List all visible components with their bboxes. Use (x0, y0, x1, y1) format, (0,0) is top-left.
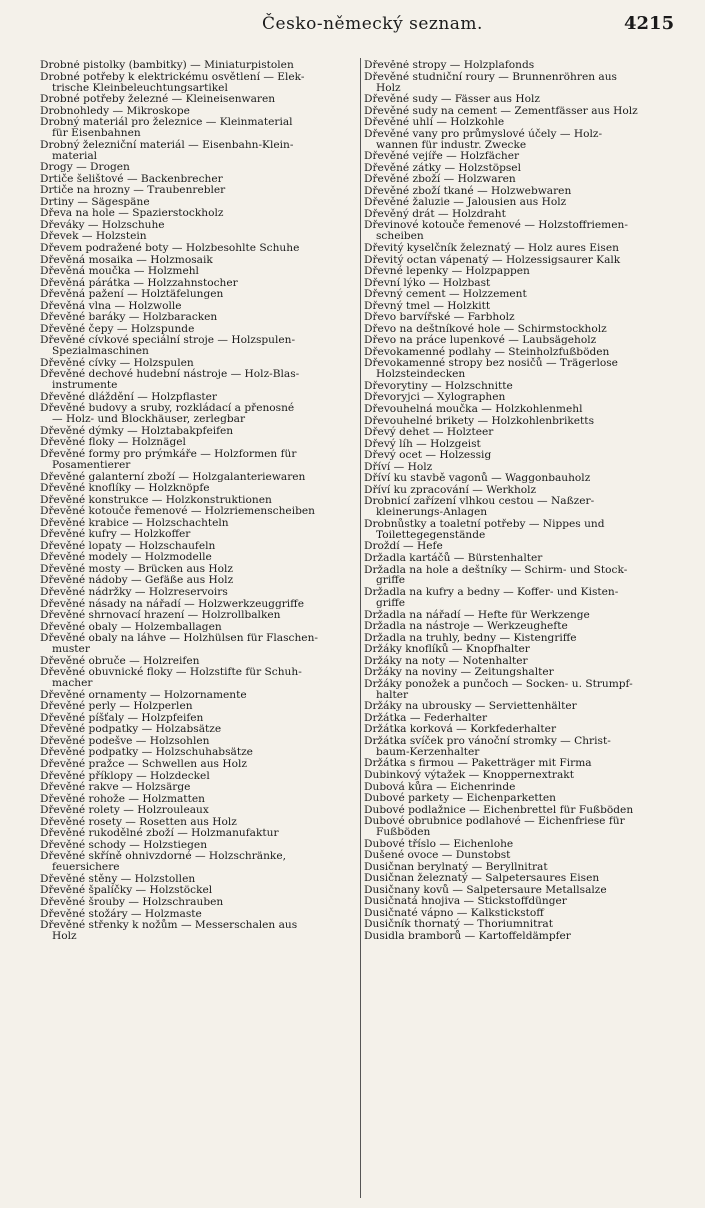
index-entry (40, 828, 358, 839)
entry-line: Držátka — Federhalter (364, 711, 488, 724)
index-entry (40, 266, 358, 277)
entry-line: Dřevoryjci — Xylographen (364, 391, 506, 404)
index-entry (40, 243, 358, 254)
entry-line: Dřevěný drát — Holzdraht (364, 207, 506, 220)
index-entry (364, 106, 682, 117)
index-entry (40, 622, 358, 633)
index-entry (40, 94, 358, 105)
entry-line: Držátka korková — Korkfederhalter (364, 723, 557, 736)
entry-line: Dřevěná vlna — Holzwolle (40, 299, 182, 312)
index-entry (364, 621, 682, 632)
index-entry (40, 185, 358, 196)
entry-line: Dusičnany kovů — Salpetersaure Metallsalze (364, 883, 607, 896)
entry-line: Dusičnan železnatý — Salpetersaures Eisen (364, 872, 600, 885)
index-entry (364, 679, 682, 701)
entry-line: Dřevěné rukodělné zboží — Holzmanufaktur (40, 827, 279, 840)
entry-line: Dřevo na práce lupenkové — Laubsägeholz (364, 334, 597, 347)
index-entry (364, 850, 682, 861)
index-entry (364, 473, 682, 484)
entry-line: Dřevěné sudy na cement — Zementfässer aus Holz (364, 104, 638, 117)
entry-continuation: griffe (376, 596, 406, 609)
index-entry (40, 656, 358, 667)
index-entry (364, 392, 682, 403)
entry-line: Dřevěné rosety — Rosetten aus Holz (40, 815, 237, 828)
entry-continuation: Holz (52, 930, 77, 943)
entry-line: Drobnicí zařízení vlhkou cestou — Naßzer- (364, 495, 595, 508)
entry-line: Dřevěné mosty — Brücken aus Holz (40, 562, 233, 575)
entry-line: Dusičnaté vápno — Kalkstickstoff (364, 906, 544, 919)
entry-line: Držadla na truhly, bedny — Kistengriffe (364, 631, 577, 644)
index-entry (40, 231, 358, 242)
entry-continuation: feuersichere (52, 861, 120, 874)
index-entry (40, 426, 358, 437)
entry-line: Drogy — Drogen (40, 161, 130, 174)
entry-line: Držátka s firmou — Paketträger mit Firma (364, 757, 592, 770)
entry-line: Dřevěné zboží tkané — Holzwebwaren (364, 184, 572, 197)
entry-line: Drobný železniční materiál — Eisenbahn-Klein- (40, 138, 294, 151)
entry-line: Dříví ku stavbě vagonů — Waggonbauholz (364, 472, 591, 485)
entry-line: Dřevitý octan vápenatý — Holzessigsaurer Kalk (364, 253, 621, 266)
column-divider (360, 58, 361, 1198)
entry-line: Drtiny — Sägespäne (40, 195, 150, 208)
index-entry (40, 564, 358, 575)
index-entry (40, 771, 358, 782)
entry-line: Dřevinové kotouče řemenové — Holzstoffriemen- (364, 219, 628, 232)
index-entry (40, 541, 358, 552)
index-entry (364, 335, 682, 346)
entry-continuation: macher (52, 677, 93, 690)
index-entry (40, 909, 358, 920)
index-entry (364, 312, 682, 323)
index-entry (364, 565, 682, 587)
index-entry (364, 919, 682, 930)
entry-line: Dusičník thornatý — Thoriumnitrat (364, 918, 553, 931)
index-entry (364, 278, 682, 289)
index-entry (40, 794, 358, 805)
entry-continuation: Holzsteindecken (376, 368, 466, 381)
entry-line: Droždí — Hefe (364, 540, 443, 553)
entry-line: Dubové tříslo — Eichenlohe (364, 837, 514, 850)
index-entry (40, 255, 358, 266)
entry-continuation: baum-Kerzenhalter (376, 745, 480, 758)
index-entry (364, 839, 682, 850)
entry-line: Drobnůstky a toaletní potřeby — Nippes und (364, 517, 605, 530)
entry-line: Držadla kartáčů — Bürstenhalter (364, 551, 543, 564)
entry-line: Dřevitý kyselčník železnatý — Holz aures Eisen (364, 241, 619, 254)
entry-line: Držadla na hole a deštníky — Schirm- und Stock- (364, 563, 628, 576)
index-entry (40, 140, 358, 162)
index-entry (364, 197, 682, 208)
entry-line: Dřevěné cívkové speciální stroje — Holzspulen- (40, 334, 296, 347)
index-entry (364, 439, 682, 450)
entry-line: Dřevěné perly — Holzperlen (40, 700, 193, 713)
entry-line: Dřevěné rolety — Holzrouleaux (40, 804, 209, 817)
index-entry (364, 782, 682, 793)
index-entry (364, 885, 682, 896)
entry-continuation: Spezialmaschinen (52, 345, 149, 358)
index-entry (40, 495, 358, 506)
index-entry (364, 358, 682, 380)
index-entry (40, 324, 358, 335)
entry-line: Dřevý ocet — Holzessig (364, 449, 492, 462)
entry-line: Dřevěné špalíčky — Holzstöckel (40, 884, 213, 897)
index-entry (364, 186, 682, 197)
entry-line: Držáky na noty — Notenhalter (364, 654, 528, 667)
index-entry (364, 72, 682, 94)
index-entry (40, 840, 358, 851)
entry-line: Dřevorytiny — Holzschnitte (364, 379, 513, 392)
entry-line: Dřevo na deštníkové hole — Schirmstockholz (364, 322, 607, 335)
index-entry (40, 506, 358, 517)
entry-line: Dřevěné shrnovací hrazení — Holzrollbalken (40, 609, 281, 622)
entry-line: Dubová kůra — Eichenrinde (364, 780, 516, 793)
entry-continuation: scheiben (376, 230, 424, 243)
entry-line: Dřevěné obaly — Holzemballagen (40, 620, 222, 633)
index-entry (364, 60, 682, 71)
entry-line: Dřevěné dýmky — Holztabakpfeifen (40, 424, 234, 437)
page-header (0, 14, 705, 44)
index-entry (364, 450, 682, 461)
index-entry (364, 151, 682, 162)
index-entry (40, 335, 358, 357)
entry-line: Dřevné lepenky — Holzpappen (364, 265, 530, 278)
entry-line: Dřevěné stropy — Holzplafonds (364, 60, 535, 71)
entry-line: Dřevouhelná moučka — Holzkohlenmehl (364, 403, 583, 416)
index-entry (364, 656, 682, 667)
index-entry (40, 278, 358, 289)
index-entry (40, 289, 358, 300)
index-entry (364, 117, 682, 128)
index-entry (364, 255, 682, 266)
entry-line: Dřevěná pažení — Holztäfelungen (40, 288, 224, 301)
entry-line: Dřevěná mosaika — Holzmosaik (40, 253, 213, 266)
index-entry (364, 404, 682, 415)
entry-line: Dřevěné schody — Holzstiegen (40, 838, 208, 851)
entry-continuation: instrumente (52, 379, 118, 392)
index-entry (40, 690, 358, 701)
entry-line: Dřevěné sudy — Fässer aus Holz (364, 93, 540, 106)
entry-line: Dříví — Holz (364, 460, 433, 473)
entry-line: Dřevěné podpatky — Holzabsätze (40, 723, 222, 736)
index-entry (40, 449, 358, 471)
index-entry (364, 701, 682, 712)
entry-line: Dřevěné obaly na láhve — Holzhülsen für Flaschen- (40, 632, 318, 645)
entry-line: Dřevěné rohože — Holzmatten (40, 792, 205, 805)
entry-line: Dřevěné lopaty — Holzschaufeln (40, 539, 216, 552)
entry-line: Dřevěné vejíře — Holzfächer (364, 150, 520, 163)
index-entry (40, 747, 358, 758)
index-entry (40, 518, 358, 529)
index-entry (364, 816, 682, 838)
index-entry (40, 117, 358, 139)
index-entry (364, 805, 682, 816)
index-entry (40, 897, 358, 908)
entry-line: Držáky na noviny — Zeitungshalter (364, 666, 554, 679)
index-entry (40, 301, 358, 312)
index-entry (364, 129, 682, 151)
index-entry (364, 873, 682, 884)
entry-line: Drtiče šelištové — Backenbrecher (40, 172, 223, 185)
entry-line: Dřevěné násady na nářadí — Holzwerkzeuggriffe (40, 597, 304, 610)
entry-line: Držadla na nářadí — Hefte für Werkzenge (364, 608, 590, 621)
index-entry (364, 758, 682, 769)
entry-continuation: — Holz- und Blockhäuser, zerlegbar (52, 413, 246, 426)
index-entry (364, 243, 682, 254)
index-entry (40, 782, 358, 793)
entry-line: Dřevěné příklopy — Holzdeckel (40, 769, 210, 782)
entry-line: Dřevěné obuvnické floky — Holzstifte für Schuh- (40, 666, 302, 679)
entry-line: Dřevní lýko — Holzbast (364, 276, 491, 289)
index-entry (40, 736, 358, 747)
entry-continuation: Fußböden (376, 826, 431, 839)
index-entry (40, 851, 358, 873)
entry-line: Dřevěné konstrukce — Holzkonstruktionen (40, 493, 272, 506)
entry-continuation: trische Kleinbeleuchtungsartikel (52, 81, 228, 94)
index-entry (40, 392, 358, 403)
entry-line: Držáky knoflíků — Knopfhalter (364, 643, 530, 656)
index-entry (40, 633, 358, 655)
entry-line: Dřevěné floky — Holznägel (40, 436, 186, 449)
entry-line: Dřevěné žaluzie — Jalousien aus Holz (364, 196, 567, 209)
entry-line: Dřevěné dechové hudební nástroje — Holz-Blas- (40, 368, 300, 381)
entry-continuation: muster (52, 643, 90, 656)
entry-line: Dřevěné modely — Holzmodelle (40, 551, 212, 564)
entry-line: Dřevěné podešve — Holzsohlen (40, 734, 210, 747)
entry-line: Držáky ponožek a punčoch — Socken- u. Strumpf- (364, 677, 633, 690)
entry-line: Dřevěné studniční roury — Brunnenröhren aus (364, 70, 617, 83)
index-entry (364, 667, 682, 678)
index-entry (40, 358, 358, 369)
entry-continuation: wannen für industr. Zwecke (376, 138, 527, 151)
index-entry (40, 817, 358, 828)
index-entry (364, 713, 682, 724)
index-entry (364, 931, 682, 942)
index-entry (364, 896, 682, 907)
entry-line: Drtiče na hrozny — Traubenrebler (40, 184, 226, 197)
index-entry (364, 416, 682, 427)
index-entry (40, 529, 358, 540)
index-entry (40, 587, 358, 598)
entry-line: Držáky na ubrousky — Serviettenhälter (364, 700, 577, 713)
index-entry (40, 72, 358, 94)
index-entry (364, 220, 682, 242)
entry-line: Dřevěné zboží — Holzwaren (364, 173, 516, 186)
index-entry (40, 599, 358, 610)
entry-line: Dřevěné nádržky — Holzreservoirs (40, 586, 228, 598)
index-entry (364, 736, 682, 758)
entry-line: Dřevěná moučka — Holzmehl (40, 265, 199, 278)
index-entry (364, 644, 682, 655)
index-entry (364, 793, 682, 804)
entry-line: Dřevěné čepy — Holzspunde (40, 322, 195, 335)
index-entry (40, 483, 358, 494)
index-entry (364, 485, 682, 496)
entry-line: Dřevěné budovy a sruby, rozkládací a přenosné (40, 402, 295, 415)
index-entry (364, 553, 682, 564)
index-entry (40, 713, 358, 724)
entry-line: Dřevěné střenky k nožům — Messerschalen aus (40, 919, 298, 932)
entry-line: Dřevěné nádoby — Gefäße aus Holz (40, 574, 234, 587)
index-entry (40, 369, 358, 391)
page-number: 4215 (624, 13, 675, 34)
entry-line: Dřevěné kufry — Holzkoffer (40, 528, 191, 541)
entry-line: Dubové parkety — Eichenparketten (364, 792, 556, 805)
entry-line: Dřevěné uhlí — Holzkohle (364, 116, 505, 129)
entry-line: Držátka svíček pro vánoční stromky — Christ- (364, 734, 611, 747)
index-entry (364, 209, 682, 220)
entry-line: Drobné potřeby železné — Kleineisenwaren (40, 93, 276, 106)
entry-line: Dřevěné baráky — Holzbaracken (40, 311, 218, 324)
entry-line: Dřevěné stožáry — Holzmaste (40, 907, 202, 920)
entry-line: Drobné potřeby k elektrickému osvětlení — Elek- (40, 70, 305, 83)
entry-line: Drobnohledy — Mikroskope (40, 104, 190, 117)
entry-line: Dřevěné ornamenty — Holzornamente (40, 688, 247, 701)
entry-line: Dubinkový výtažek — Knoppernextrakt (364, 768, 574, 781)
entry-line: Dřevěné podpatky — Holzschuhabsätze (40, 746, 253, 759)
index-entry (364, 496, 682, 518)
index-entry (40, 759, 358, 770)
index-entry (40, 724, 358, 735)
index-entry (364, 519, 682, 541)
entry-line: Dříví ku zpracování — Werkholz (364, 483, 537, 496)
entry-continuation: Holz (376, 81, 401, 94)
index-entry (364, 610, 682, 621)
entry-line: Dřevěná párátka — Holzzahnstocher (40, 276, 238, 289)
index-entry (40, 885, 358, 896)
entry-line: Dřevěné kotouče řemenové — Holzriemenscheiben (40, 505, 315, 518)
entry-line: Dřevěné šrouby — Holzschrauben (40, 895, 224, 908)
index-entry (364, 770, 682, 781)
index-entry (364, 289, 682, 300)
entry-continuation: für Eisenbahnen (52, 127, 141, 140)
index-entry (40, 472, 358, 483)
index-entry (40, 552, 358, 563)
entry-continuation: Toilettegegenstände (376, 528, 486, 541)
entry-line: Dřevek — Holzstein (40, 230, 147, 243)
index-entry (364, 633, 682, 644)
entry-line: Dřevěné cívky — Holzspulen (40, 356, 194, 369)
index-entry (40, 403, 358, 425)
entry-line: Dřevý líh — Holzgeist (364, 437, 481, 450)
entry-line: Dřevem podražené boty — Holzbesohlte Schuhe (40, 241, 300, 254)
index-entry (364, 541, 682, 552)
entry-continuation: halter (376, 688, 409, 701)
entry-continuation: Posamentierer (52, 458, 131, 471)
entry-continuation: griffe (376, 574, 406, 587)
index-entry (40, 805, 358, 816)
entry-line: Drobné pistolky (bambitky) — Miniaturpistolen (40, 60, 294, 71)
right-column (364, 60, 682, 943)
entry-line: Dřevěné stěny — Holzstollen (40, 872, 196, 885)
index-entry (40, 920, 358, 942)
entry-line: Dušené ovoce — Dunstobst (364, 849, 511, 862)
index-entry (364, 266, 682, 277)
index-entry (364, 163, 682, 174)
index-entry (40, 610, 358, 621)
entry-line: Dřevěné dláždění — Holzpflaster (40, 390, 217, 403)
page-title: Česko-německý seznam. (262, 14, 483, 34)
entry-line: Dřevěné vany pro průmyslové účely — Holz- (364, 127, 603, 140)
entry-line: Držadla na kufry a bedny — Koffer- und Kisten- (364, 586, 619, 598)
entry-line: Dřevěné skříně ohnivzdorné — Holzschränke, (40, 850, 286, 863)
index-entry (40, 208, 358, 219)
entry-line: Dřevý dehet — Holzteer (364, 426, 494, 439)
index-entry (364, 724, 682, 735)
index-entry (40, 701, 358, 712)
index-entry (40, 667, 358, 689)
entry-line: Dřevokamenné podlahy — Steinholzfußböden (364, 345, 610, 358)
index-entry (40, 174, 358, 185)
entry-continuation: material (52, 149, 98, 162)
entry-line: Dřeva na hole — Spazierstockholz (40, 207, 224, 220)
index-entry (364, 427, 682, 438)
entry-line: Dřevěné píšťaly — Holzpfeifen (40, 711, 204, 724)
index-entry (364, 381, 682, 392)
entry-line: Dubové podlažnice — Eichenbrettel für Fußböden (364, 803, 634, 816)
entry-continuation: kleinerungs-Anlagen (376, 506, 488, 519)
index-entry (364, 324, 682, 335)
entry-line: Dřevný tmel — Holzkitt (364, 299, 491, 312)
index-entry (40, 874, 358, 885)
entry-line: Dřevěné knoflíky — Holzknöpfe (40, 482, 210, 495)
index-entry (40, 437, 358, 448)
entry-line: Dřevěné obruče — Holzreifen (40, 654, 200, 667)
entry-line: Dusidla bramborů — Kartoffeldämpfer (364, 930, 571, 943)
entry-line: Dřevěné zátky — Holzstöpsel (364, 161, 521, 174)
entry-line: Dřevěné krabice — Holzschachteln (40, 516, 229, 529)
left-column (40, 60, 358, 943)
index-entry (40, 162, 358, 173)
entry-line: Dřevouhelné brikety — Holzkohlenbriketts (364, 414, 595, 427)
index-entry (40, 197, 358, 208)
entry-line: Dřevný cement — Holzzement (364, 288, 527, 301)
entry-line: Dusičnan berylnatý — Beryllnitrat (364, 860, 548, 873)
entry-line: Dřevěné formy pro prýmkáře — Holzformen für (40, 448, 297, 461)
entry-line: Dřeváky — Holzschuhe (40, 218, 165, 231)
entry-line: Dubové obrubnice podlahové — Eichenfriese für (364, 815, 625, 828)
index-entry (364, 174, 682, 185)
index-entry (40, 220, 358, 231)
index-entry (40, 106, 358, 117)
entry-line: Dřevo barvířské — Farbholz (364, 311, 515, 324)
index-entry (40, 575, 358, 586)
index-entry (40, 60, 358, 71)
index-entry (364, 94, 682, 105)
entry-line: Dřevěné pražce — Schwellen aus Holz (40, 758, 247, 771)
index-entry (364, 587, 682, 609)
entry-line: Drobný materiál pro železnice — Kleinmaterial (40, 116, 293, 129)
entry-line: Držadla na nástroje — Werkzeughefte (364, 620, 568, 633)
entry-line: Dřevokamenné stropy bez nosičů — Trägerlose (364, 357, 618, 370)
entry-line: Dusičnatá hnojiva — Stickstoffdünger (364, 895, 567, 908)
entry-line: Dřevěné galanterní zboží — Holzgalanteriewaren (40, 470, 306, 483)
index-entry (364, 301, 682, 312)
index-entry (40, 312, 358, 323)
entry-line: Dřevěné rakve — Holzsärge (40, 781, 191, 794)
